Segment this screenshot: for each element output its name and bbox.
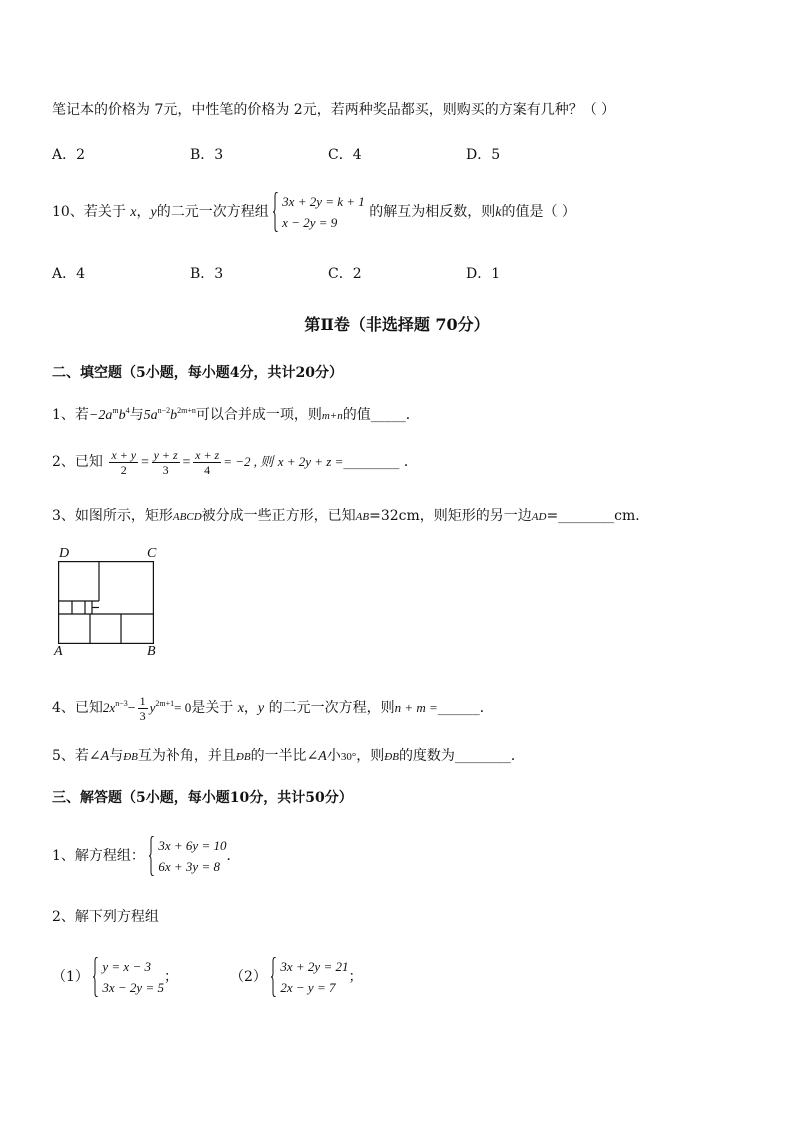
s2-q4: 4、已知$2x^{n-3}-$ $\frac{1}{3}$ $y^{2m+1}= 0$是关于 x，y 的二元一次方程，则n + m =______． bbox=[52, 693, 494, 723]
s3-q1: 1、解方程组： 3x + 6y = 10 6x + 3y = 8 ． bbox=[52, 834, 240, 878]
rectangle-squares-figure bbox=[58, 561, 154, 644]
fraction-1: $\frac{x + y}{2}$ bbox=[111, 447, 137, 477]
figure-label-b: B bbox=[147, 644, 156, 659]
s3-q2-heading: 2、解下列方程组 bbox=[52, 909, 159, 925]
q10-option-c: C．2 bbox=[328, 266, 362, 282]
s3-q2-part2: （2） 3x + 2y = 21 2x − y = 7 ； bbox=[230, 955, 362, 999]
fraction-3: $\frac{x + z}{4}$ bbox=[195, 447, 220, 477]
q9-option-c: C．4 bbox=[328, 147, 362, 163]
figure-label-a: A bbox=[54, 644, 63, 659]
brace-icon bbox=[271, 957, 276, 997]
figure-label-d: D bbox=[59, 546, 70, 561]
s3-q1-equation-system: 3x + 6y = 10 6x + 3y = 8 bbox=[149, 835, 226, 877]
q10-eq2: x − 2y = 9 bbox=[282, 215, 338, 230]
q10-equation-system bbox=[273, 191, 365, 233]
q10-option-b: B．3 bbox=[190, 266, 224, 282]
fraction-one-third: $\frac{1}{3}$ bbox=[139, 693, 146, 723]
q10-eq1: 3x + 2y = k + 1 bbox=[282, 194, 365, 209]
q9-option-d: D．5 bbox=[466, 147, 501, 163]
part2-title: 第Ⅱ卷（非选择题 70分） bbox=[304, 315, 490, 334]
q10-text: 10、若关于 x，y的二元一次方程组 3x + 2y = k + 1 x − 2y = 9 的解互为相反数，则k的值是（ ） bbox=[52, 190, 576, 235]
figure-label-c: C bbox=[147, 546, 157, 561]
s2-q3: 3、如图所示，矩形ABCD被分成一些正方形，已知AB=32cm，则矩形的另一边AD=________cm． bbox=[52, 508, 650, 524]
s3-q2-p2-equation-system: 3x + 2y = 21 2x − y = 7 bbox=[271, 956, 348, 998]
q9-text: 笔记本的价格为 7元，中性笔的价格为 2元，若两种奖品都买，则购买的方案有几种？（ ） bbox=[52, 102, 616, 118]
fraction-2: $\frac{y + z}{3}$ bbox=[153, 447, 178, 477]
q9-option-b: B．3 bbox=[190, 147, 224, 163]
q10-option-a: A．4 bbox=[52, 266, 86, 282]
section3-heading: 三、解答题（5小题，每小题10分，共计50分） bbox=[52, 790, 353, 806]
brace-icon bbox=[149, 836, 154, 876]
brace-icon bbox=[93, 957, 98, 997]
q10-option-d: D．1 bbox=[466, 266, 501, 282]
s2-q1: 1、若$-2a^mb^4$与$5a^{n-2}b^{2m+n}$可以合并成一项，则m+n的值_____． bbox=[52, 406, 420, 423]
s3-q2-part1: （1） y = x − 3 3x − 2y = 5 ； bbox=[52, 955, 178, 999]
s3-q2-p1-equation-system: y = x − 3 3x − 2y = 5 bbox=[93, 956, 164, 998]
q9-option-a: A．2 bbox=[52, 147, 86, 163]
section2-heading: 二、填空题（5小题，每小题4分，共计20分） bbox=[52, 365, 343, 381]
s2-q5: 5、若∠A与ÐB互为补角，并且ÐB的一半比∠A小30°，则ÐB的度数为________． bbox=[52, 748, 525, 764]
brace-icon bbox=[273, 192, 278, 232]
s2-q2: 2、已知 $\frac{x + y}{2}$ = $\frac{y + z}{3}$ = $\frac{x + z}{4}$ = −2 , 则 x + 2y + z =________ ． bbox=[52, 447, 418, 477]
